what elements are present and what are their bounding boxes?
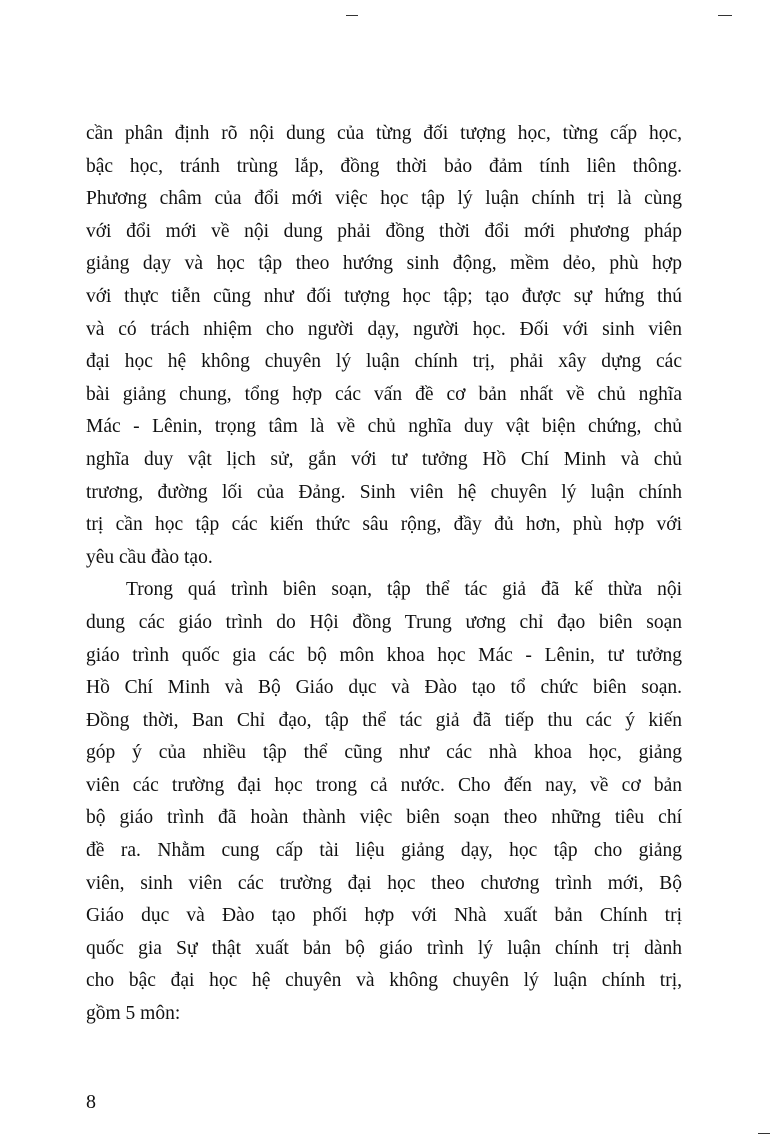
text-line: viên, sinh viên các trường đại học theo chương trình mới, Bộ [86,872,682,894]
text-line: bộ giáo trình đã hoàn thành việc biên soạn theo những tiêu chí [86,807,682,829]
text-line: trương, đường lối của Đảng. Sinh viên hệ chuyên lý luận chính [86,481,682,503]
text-line: viên các trường đại học trong cả nước. Cho đến nay, về cơ bản [86,774,682,796]
text-line: giáo trình quốc gia các bộ môn khoa học Mác - Lênin, tư tưởng [86,644,682,666]
body-text [86,118,682,1031]
text-line: bậc học, tránh trùng lắp, đồng thời bảo đảm tính liên thông. [86,155,682,177]
text-line: Mác - Lênin, trọng tâm là về chủ nghĩa duy vật biện chứng, chủ [86,416,682,438]
text-line: với đổi mới về nội dung phải đồng thời đổi mới phương pháp [86,220,682,242]
text-line: cần phân định rõ nội dung của từng đối tượng học, từng cấp học, [86,123,682,144]
paragraph-2 [86,574,682,1030]
text-line: trị cần học tập các kiến thức sâu rộng, đầy đủ hơn, phù hợp với [86,514,682,536]
scan-mark-bottom-right [758,1133,770,1134]
scan-mark-top-center [346,15,358,16]
paragraph-1 [86,118,682,574]
text-line: nghĩa duy vật lịch sử, gắn với tư tưởng Hồ Chí Minh và chủ [86,448,682,470]
text-line: dung các giáo trình do Hội đồng Trung ương chỉ đạo biên soạn [86,611,682,633]
scan-mark-top-right [718,15,732,16]
text-line: gồm 5 môn: [86,1003,181,1025]
text-line: bài giảng chung, tổng hợp các vấn đề cơ bản nhất về chủ nghĩa [86,383,682,405]
text-line: yêu cầu đào tạo. [86,546,213,568]
text-line: Phương châm của đổi mới việc học tập lý luận chính trị là cùng [86,188,682,210]
text-line: Hồ Chí Minh và Bộ Giáo dục và Đào tạo tổ chức biên soạn. [86,677,682,699]
text-line: Giáo dục và Đào tạo phối hợp với Nhà xuất bản Chính trị [86,905,682,927]
text-line: góp ý của nhiều tập thể cũng như các nhà khoa học, giảng [86,742,682,764]
text-line: Đồng thời, Ban Chỉ đạo, tập thể tác giả đã tiếp thu các ý kiến [86,709,682,731]
text-line: Trong quá trình biên soạn, tập thể tác giả đã kế thừa nội [126,579,682,601]
text-line: đề ra. Nhằm cung cấp tài liệu giảng dạy, học tập cho giảng [86,840,682,862]
text-line: cho bậc đại học hệ chuyên và không chuyên lý luận chính trị, [86,970,682,992]
text-line: đại học hệ không chuyên lý luận chính trị, phải xây dựng các [86,351,682,373]
text-line: quốc gia Sự thật xuất bản bộ giáo trình lý luận chính trị dành [86,937,682,959]
text-line: giảng dạy và học tập theo hướng sinh động, mềm dẻo, phù hợp [86,253,682,275]
text-line: với thực tiễn cũng như đối tượng học tập; tạo được sự hứng thú [86,285,682,307]
text-line: và có trách nhiệm cho người dạy, người học. Đối với sinh viên [86,318,682,340]
page-number: 8 [86,1091,96,1113]
